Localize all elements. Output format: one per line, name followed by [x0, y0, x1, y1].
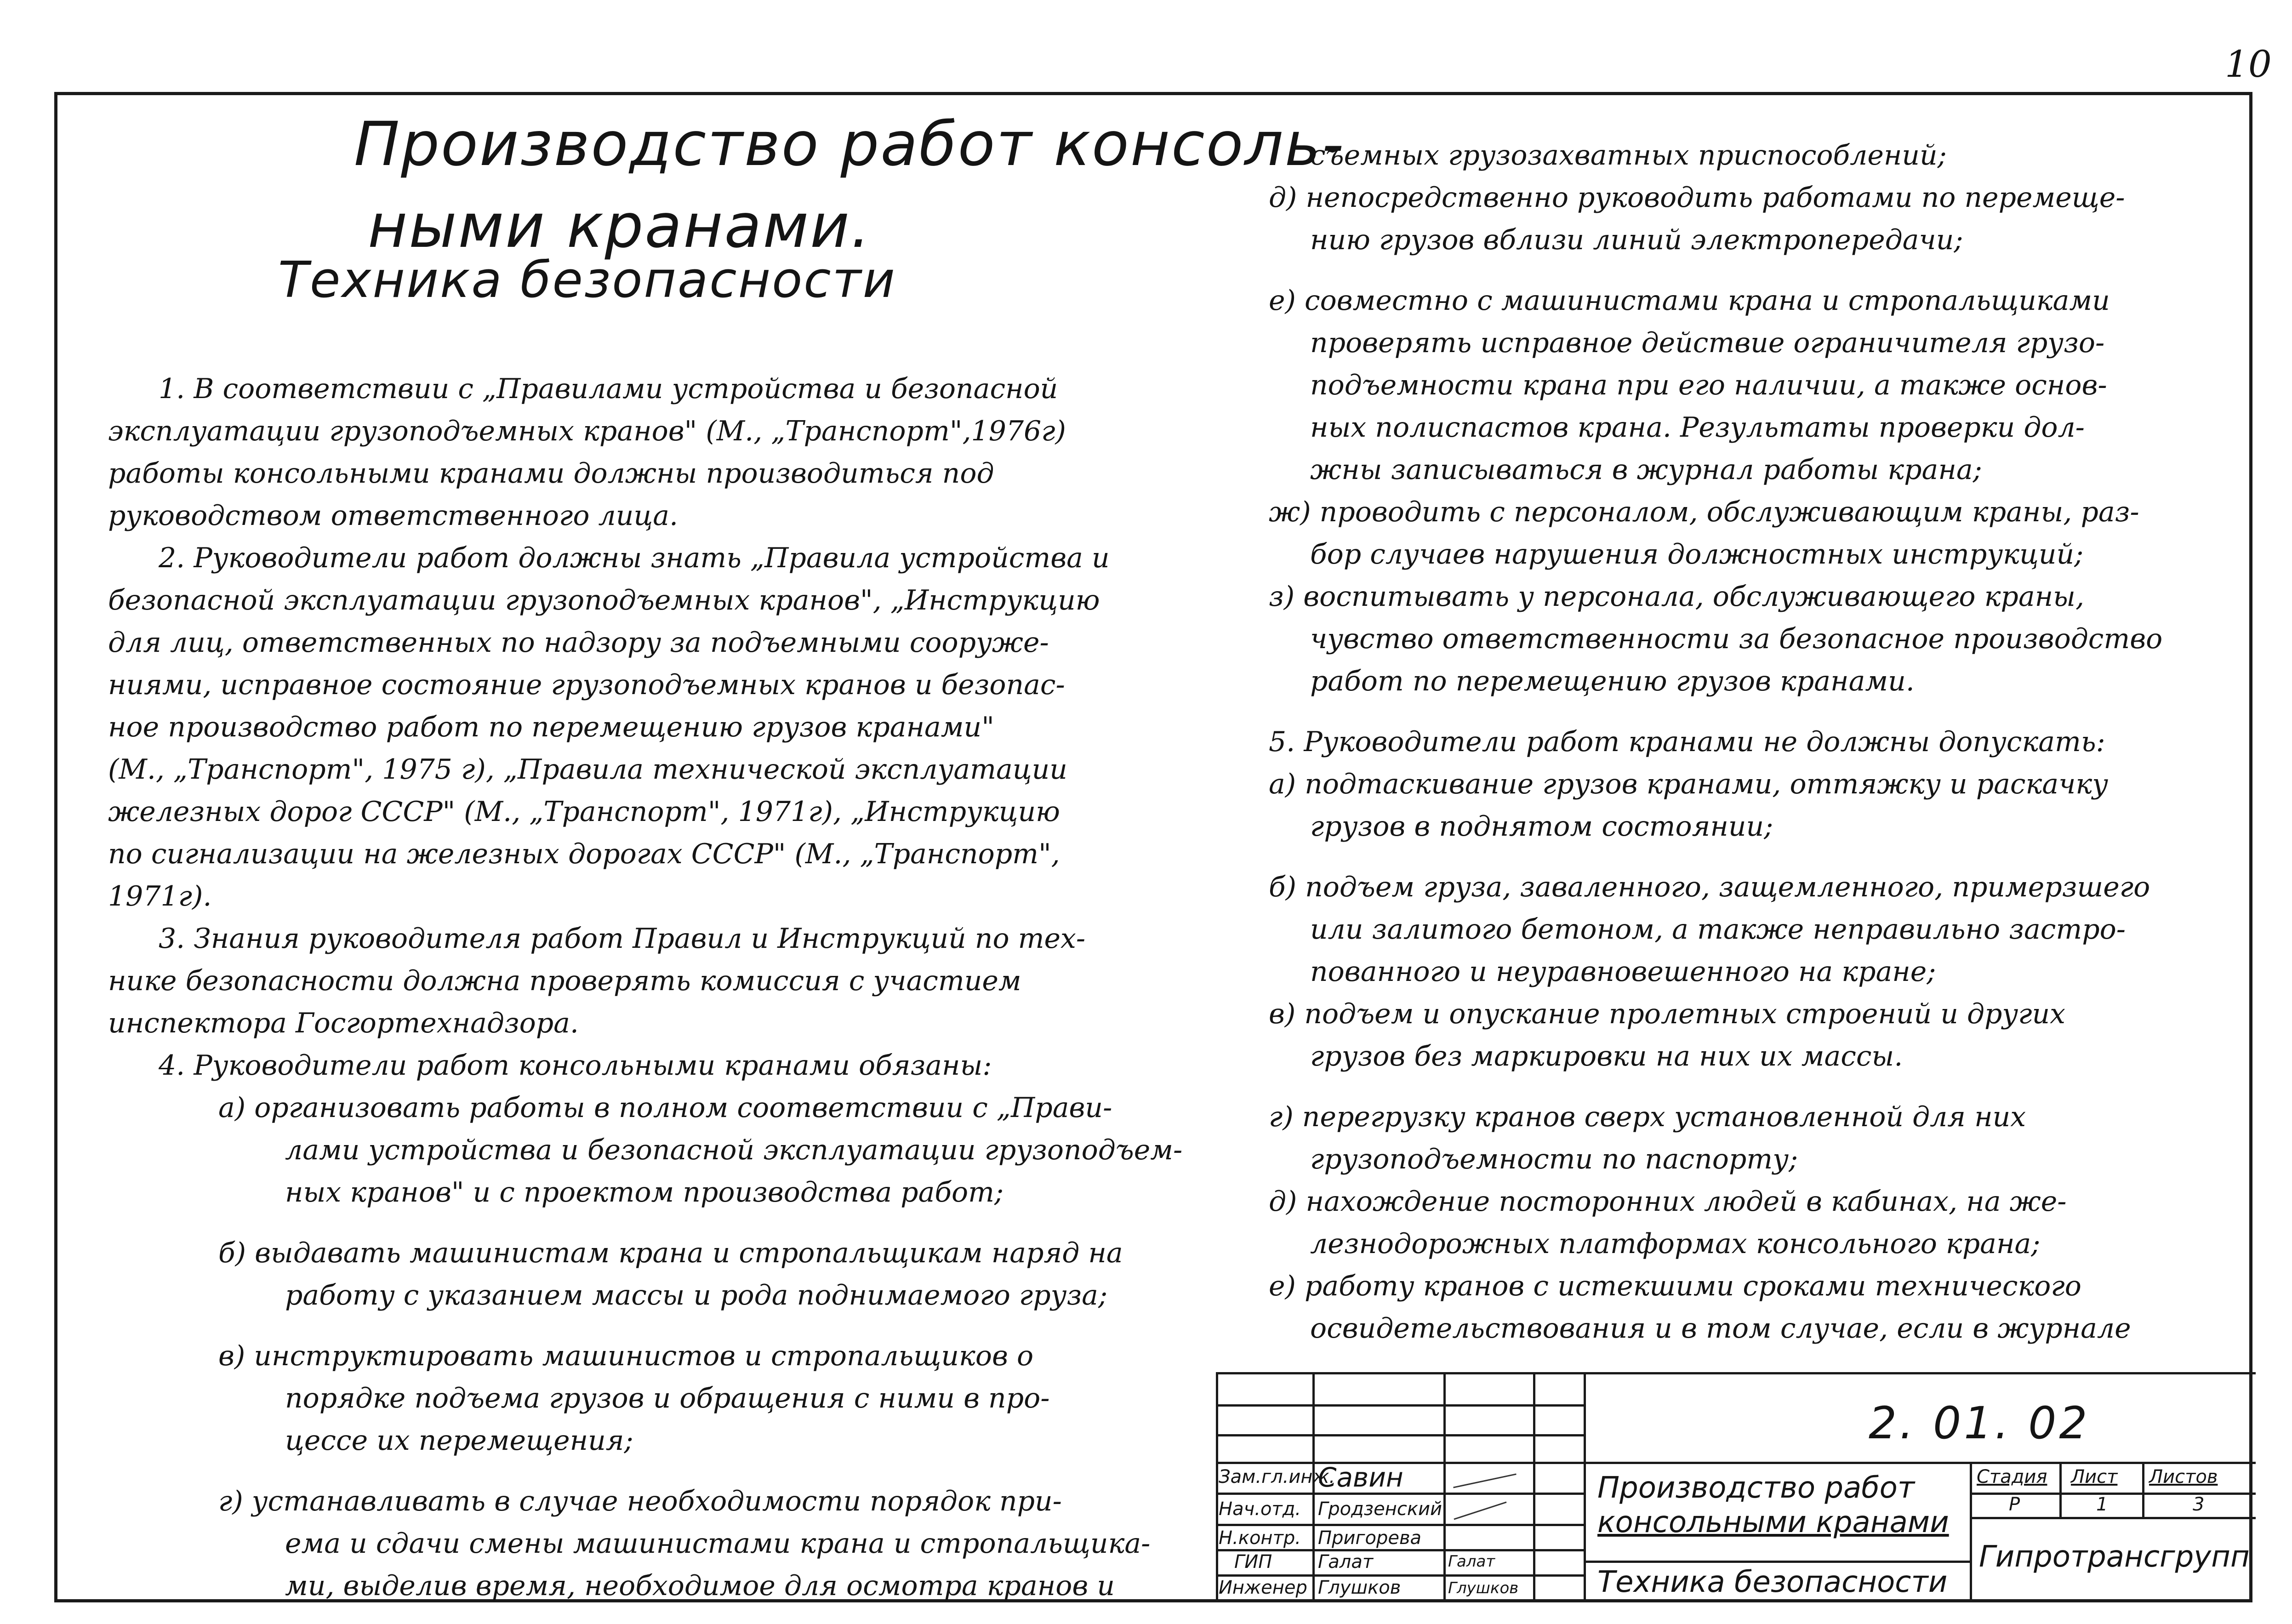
title-block [1216, 1372, 2256, 1602]
page-subtitle: Техника безопасности [278, 251, 896, 309]
text-line: д) нахождение посторонних людей в кабинах, на же- [1269, 1185, 2067, 1218]
text-line: в) инструктировать машинистов и стропальщиков о [218, 1340, 1034, 1372]
text-line: 2. Руководители работ должны знать „Правила устройства и [159, 542, 1110, 574]
text-line: работы консольными кранами должны производиться под [108, 457, 994, 490]
person-name: Гродзенский [1318, 1499, 1442, 1520]
text-line: проверять исправное действие ограничителя грузо- [1310, 327, 2105, 359]
text-line: порядке подъема грузов и обращения с ними в про- [285, 1382, 1050, 1414]
text-line: или залитого бетоном, а также неправильно застро- [1310, 913, 2126, 946]
stage-value: Р [2009, 1494, 2020, 1515]
sheet-label: Лист [2071, 1466, 2118, 1487]
text-line: съемных грузозахватных приспособлений; [1310, 139, 1947, 171]
text-line: лами устройства и безопасной эксплуатации грузоподъем- [285, 1134, 1183, 1166]
text-line: ниями, исправное состояние грузоподъемных кранов и безопас- [108, 669, 1065, 701]
text-line: 4. Руководители работ консольными кранами обязаны: [159, 1049, 992, 1082]
text-line: инспектора Госгортехнадзора. [108, 1007, 579, 1039]
text-line: е) работу кранов с истекшими сроками технического [1269, 1270, 2081, 1302]
signature-mark [1454, 1502, 1506, 1520]
text-line: г) устанавливать в случае необходимости порядок при- [218, 1485, 1062, 1517]
text-line: руководством ответственного лица. [108, 500, 678, 532]
person-name: Пригорева [1318, 1527, 1422, 1549]
role-label: Инженер [1219, 1577, 1307, 1598]
text-line: 1971г). [108, 880, 212, 912]
title-line-2: ными кранами. [368, 191, 872, 262]
sheets-value: 3 [2193, 1494, 2205, 1515]
person-name: Галат [1318, 1551, 1374, 1573]
text-line: эксплуатации грузоподъемных кранов" (М., „Транспорт",1976г) [108, 415, 1066, 447]
right-column [1269, 134, 2162, 1350]
text-line: пованного и неуравновешенного на кране; [1310, 956, 1936, 988]
sheet-value: 1 [2096, 1494, 2108, 1515]
organization-name: Гипротрансгрупп [1979, 1540, 2250, 1574]
text-line: для лиц, ответственных по надзору за подъемными сооруже- [108, 627, 1049, 659]
signature: Галат [1448, 1552, 1495, 1571]
person-name: Савин [1318, 1462, 1403, 1493]
text-line: чувство ответственности за безопасное производство [1310, 623, 2163, 655]
text-line: нике безопасности должна проверять комиссия с участием [108, 965, 1021, 997]
text-line: г) перегрузку кранов сверх установленной для них [1269, 1101, 2026, 1133]
text-line: з) воспитывать у персонала, обслуживающего краны, [1269, 581, 2085, 613]
text-line: 1. В соответствии с „Правилами устройства и безопасной [159, 373, 1058, 405]
text-line: е) совместно с машинистами крана и стропальщиками [1269, 285, 2110, 317]
text-line: по сигнализации на железных дорогах СССР" (М., „Транспорт", [108, 838, 1060, 870]
text-line: а) организовать работы в полном соответствии с „Прави- [218, 1092, 1112, 1124]
text-line: а) подтаскивание грузов кранами, оттяжку и раскачку [1269, 768, 2109, 800]
stamp-title-line-1: Производство работ [1597, 1471, 1915, 1505]
text-line: грузов без маркировки на них их массы. [1310, 1040, 1903, 1072]
sheets-label: Листов [2149, 1466, 2218, 1487]
text-line: в) подъем и опускание пролетных строений и других [1269, 998, 2065, 1030]
stamp-section: Техника безопасности [1597, 1565, 1948, 1599]
text-line: цессе их перемещения; [285, 1425, 633, 1457]
person-name: Глушков [1318, 1577, 1401, 1598]
text-line: 3. Знания руководителя работ Правил и Инструкций по тех- [159, 923, 1086, 955]
text-line: 5. Руководители работ кранами не должны допускать: [1269, 726, 2105, 758]
title-line-1: Производство работ консоль- [354, 109, 1346, 180]
text-line: ное производство работ по перемещению грузов кранами" [108, 711, 994, 743]
signature-mark [1453, 1473, 1517, 1488]
text-line: бор случаев нарушения должностных инструкций; [1310, 538, 2084, 570]
stage-label: Стадия [1977, 1466, 2047, 1487]
text-line: ных полиспастов крана. Результаты проверки дол- [1310, 411, 2085, 444]
left-column [108, 368, 1182, 1607]
role-label: Нач.отд. [1219, 1499, 1301, 1520]
role-label: Зам.гл.инж. [1219, 1466, 1335, 1487]
text-line: железных дорог СССР" (М., „Транспорт", 1971г), „Инструкцию [108, 796, 1060, 828]
text-line: безопасной эксплуатации грузоподъемных кранов", „Инструкцию [108, 584, 1100, 616]
text-line: работ по перемещению грузов кранами. [1310, 665, 1915, 697]
text-line: нию грузов вблизи линий электропередачи; [1310, 224, 1963, 256]
text-line: жны записываться в журнал работы крана; [1310, 454, 1982, 486]
text-line: ми, выделив время, необходимое для осмотра кранов и [285, 1570, 1115, 1602]
page-number: 10 [2225, 43, 2272, 85]
text-line: лезнодорожных платформах консольного крана; [1310, 1228, 2041, 1260]
text-line: б) подъем груза, заваленного, защемленного, примерзшего [1269, 871, 2150, 903]
role-label: Н.контр. [1219, 1527, 1301, 1549]
stamp-title-line-2: консольными кранами [1597, 1505, 1949, 1539]
text-line: освидетельствования и в том случае, если в журнале [1310, 1312, 2131, 1345]
text-line: ных кранов" и с проектом производства работ; [285, 1176, 1004, 1208]
text-line: грузоподъемности по паспорту; [1310, 1143, 1798, 1175]
text-line: д) непосредственно руководить работами по перемеще- [1269, 182, 2125, 214]
page-title [354, 103, 1345, 267]
text-line: подъемности крана при его наличии, а также основ- [1310, 369, 2107, 401]
signature: Глушков [1448, 1579, 1519, 1597]
text-line: (М., „Транспорт", 1975 г), „Правила технической эксплуатации [108, 753, 1067, 786]
text-line: грузов в поднятом состоянии; [1310, 810, 1773, 843]
role-label: ГИП [1234, 1551, 1272, 1573]
text-line: б) выдавать машинистам крана и стропальщикам наряд на [218, 1237, 1123, 1269]
drawing-code: 2. 01. 02 [1869, 1397, 2090, 1449]
text-line: работу с указанием массы и рода поднимаемого груза; [285, 1279, 1108, 1311]
text-line: ж) проводить с персоналом, обслуживающим краны, раз- [1269, 496, 2139, 528]
text-line: ема и сдачи смены машинистами крана и стропальщика- [285, 1527, 1151, 1560]
